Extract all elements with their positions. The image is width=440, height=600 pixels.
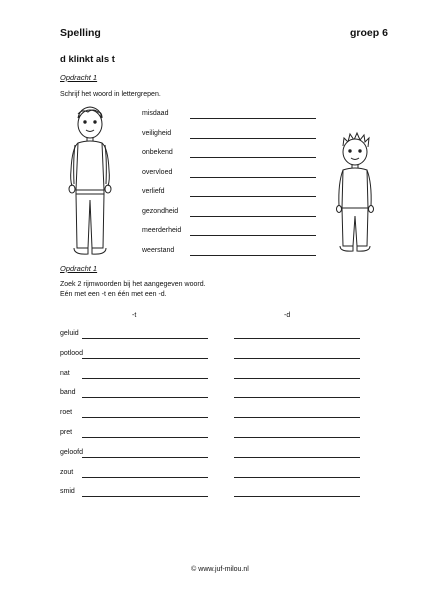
answer-line-t[interactable]	[82, 338, 208, 339]
section1-word: onbekend	[142, 149, 173, 156]
answer-line[interactable]	[190, 118, 316, 119]
answer-line-d[interactable]	[234, 496, 360, 497]
section1-word: meerderheid	[142, 227, 182, 234]
answer-line[interactable]	[190, 138, 316, 139]
section2-word: nat	[60, 369, 70, 377]
answer-line-d[interactable]	[234, 477, 360, 478]
section2-word: geluid	[60, 330, 79, 337]
section1-label: Opdracht 1	[60, 73, 98, 82]
answer-line-d[interactable]	[234, 358, 360, 359]
section2-word: roet	[60, 409, 73, 417]
answer-line-t[interactable]	[82, 496, 208, 497]
answer-line-d[interactable]	[234, 338, 360, 339]
answer-line-t[interactable]	[82, 417, 208, 418]
section2-word: potlood	[60, 349, 83, 357]
section2-label: Opdracht 1	[60, 264, 98, 273]
section2-instruction-line1: Zoek 2 rijmwoorden bij het aangegeven woord.	[60, 281, 206, 288]
answer-line-t[interactable]	[82, 457, 208, 458]
section1-word: misdaad	[142, 110, 169, 117]
answer-line[interactable]	[190, 157, 316, 158]
column-header-t: -t	[132, 312, 137, 319]
section1-word: weerstand	[142, 246, 175, 254]
section2-word: zout	[60, 468, 74, 476]
section1-word: gezondheid	[142, 207, 179, 215]
section2-instruction-line2: Eén met een -t en één met een -d.	[60, 291, 167, 298]
answer-line-t[interactable]	[82, 477, 208, 478]
answer-line-d[interactable]	[234, 378, 360, 379]
answer-line-d[interactable]	[234, 397, 360, 398]
worksheet-title: d klinkt als t	[60, 54, 115, 65]
answer-line-d[interactable]	[234, 457, 360, 458]
section1-instruction: Schrijf het woord in lettergrepen.	[60, 91, 161, 98]
section2-word: smid	[60, 488, 75, 496]
answer-line[interactable]	[190, 235, 316, 236]
answer-line[interactable]	[190, 196, 316, 197]
answer-line-t[interactable]	[82, 397, 208, 398]
answer-line[interactable]	[190, 255, 316, 256]
section1-word: veiligheid	[142, 129, 172, 137]
answer-line-t[interactable]	[82, 358, 208, 359]
answer-line-t[interactable]	[82, 437, 208, 438]
answer-line-t[interactable]	[82, 378, 208, 379]
section1-word: verliefd	[142, 188, 165, 195]
copyright-footer: © www.juf-milou.nl	[191, 566, 249, 573]
answer-line[interactable]	[190, 216, 316, 217]
boy-illustration-left	[60, 100, 120, 260]
subject-title: Spelling	[60, 27, 101, 39]
answer-line-d[interactable]	[234, 437, 360, 438]
boy-illustration-right	[330, 128, 380, 258]
group-label: groep 6	[350, 27, 388, 39]
answer-line-d[interactable]	[234, 417, 360, 418]
section2-word: pret	[60, 429, 73, 436]
section2-word: band	[60, 389, 76, 397]
section1-word: overvloed	[142, 168, 173, 176]
section2-word: geloofd	[60, 448, 83, 456]
column-header-d: -d	[284, 312, 291, 319]
answer-line[interactable]	[190, 177, 316, 178]
